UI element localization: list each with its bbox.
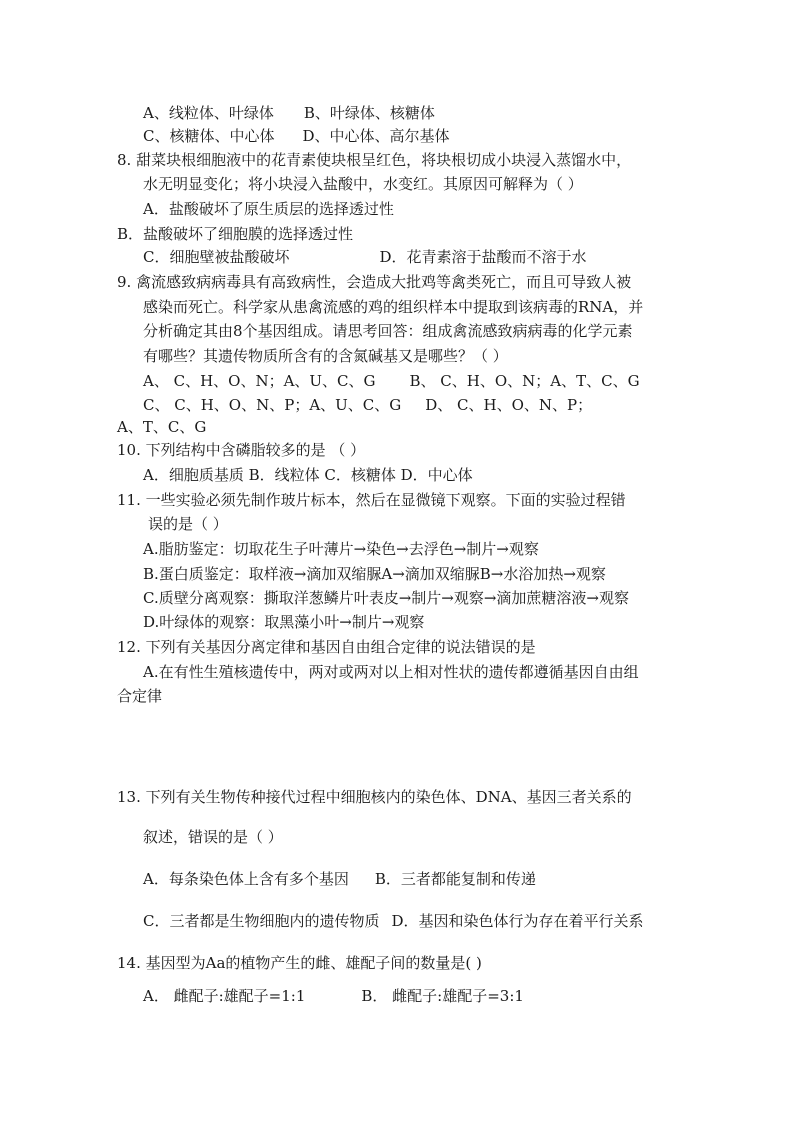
q9-options-row1 <box>143 371 640 391</box>
q11-stem-line1: 11. 一些实验必须先制作玻片标本，然后在显微镜下观察。下面的实验过程错 <box>117 491 626 509</box>
q13-stem-line2: 叙述，错误的是（ ） <box>143 828 283 846</box>
q11-stem-line2: 误的是（ ） <box>148 515 228 533</box>
q8-stem-line2: 水无明显变化；将小块浸入盐酸中，水变红。其原因可解释为（ ） <box>143 175 583 193</box>
q12-option-a-line2: 合定律 <box>117 687 163 705</box>
q12-stem: 12. 下列有关基因分离定律和基因自由组合定律的说法错误的是 <box>117 638 536 656</box>
q11-option-d: D.叶绿体的观察：取黑藻小叶→制片→观察 <box>143 613 425 631</box>
q13-option-b: B．三者都能复制和传递 <box>374 870 536 888</box>
q13-stem-line1: 13. 下列有关生物传种接代过程中细胞核内的染色体、DNA、基因三者关系的 <box>117 788 632 806</box>
q9-option-c: C、 C、H、O、N、P；A、U、C、G <box>143 396 402 414</box>
q9-option-b: B、 C、H、O、N；A、T、C、G <box>409 372 640 390</box>
q10-stem: 10. 下列结构中含磷脂较多的是 （ ） <box>117 441 366 459</box>
q9-option-a: A、 C、H、O、N；A、U、C、G <box>143 372 376 390</box>
q8-option-c: C．细胞壁被盐酸破坏 <box>143 248 290 266</box>
q8-option-d: D．花青素溶于盐酸而不溶于水 <box>379 248 587 266</box>
q8-option-a: A．盐酸破坏了原生质层的选择透过性 <box>143 200 394 218</box>
q13-options-row2 <box>143 911 644 931</box>
q10-options: A．细胞质基质 B．线粒体 C．核糖体 D．中心体 <box>143 466 473 484</box>
q12-option-a-line1: A.在有性生殖核遗传中，两对或两对以上相对性状的遗传都遵循基因自由组 <box>143 663 639 681</box>
q7-options-row1 <box>143 103 435 123</box>
q9-option-d: D、 C、H、O、N、P； <box>425 396 593 414</box>
q11-option-c: C.质壁分离观察：撕取洋葱鳞片叶表皮→制片→观察→滴加蔗糖溶液→观察 <box>143 589 629 607</box>
q7-option-c: C、核糖体、中心体 <box>143 127 275 145</box>
q7-option-d: D、中心体、高尔基体 <box>302 127 450 145</box>
q8-option-b: B．盐酸破坏了细胞膜的选择透过性 <box>117 225 354 243</box>
q8-stem-line1: 8. 甜菜块根细胞液中的花青素使块根呈红色，将块根切成小块浸入蒸馏水中， <box>117 151 632 169</box>
q11-option-a: A.脂肪鉴定：切取花生子叶薄片→染色→去浮色→制片→观察 <box>143 540 539 558</box>
q9-stem-line4: 有哪些？其遗传物质所含有的含氮碱基又是哪些？（ ） <box>143 347 508 365</box>
q14-option-a: A． 雌配子:雄配子=1:1 <box>143 987 306 1005</box>
q14-stem: 14. 基因型为Aa的植物产生的雌、雄配子间的数量是( ) <box>117 954 482 972</box>
q9-stem-line1: 9. 禽流感致病病毒具有高致病性，会造成大批鸡等禽类死亡，而且可导致人被 <box>117 273 632 291</box>
q7-options-row2 <box>143 126 450 146</box>
q14-options-row1 <box>143 986 524 1006</box>
q13-options-row1 <box>143 869 536 889</box>
q13-option-a: A．每条染色体上含有多个基因 <box>143 870 349 888</box>
q13-option-c: C．三者都是生物细胞内的遗传物质 <box>143 912 380 930</box>
q7-option-a: A、线粒体、叶绿体 <box>143 104 274 122</box>
q9-stem-line2: 感染而死亡。科学家从患禽流感的鸡的组织样本中提取到该病毒的RNA，并 <box>143 298 644 316</box>
q14-option-b: B． 雌配子:雄配子=3:1 <box>361 987 524 1005</box>
q11-option-b: B.蛋白质鉴定：取样液→滴加双缩脲A→滴加双缩脲B→水浴加热→观察 <box>143 565 606 583</box>
q9-option-d-continued: A、T、C、G <box>117 418 207 436</box>
q7-option-b: B、叶绿体、核糖体 <box>303 104 435 122</box>
q8-options-row-cd <box>143 247 587 267</box>
q9-stem-line3: 分析确定其由8个基因组成。请思考回答：组成禽流感致病病毒的化学元素 <box>143 322 633 340</box>
q13-option-d: D．基因和染色体行为存在着平行关系 <box>391 912 644 930</box>
q9-options-row2 <box>143 395 592 415</box>
